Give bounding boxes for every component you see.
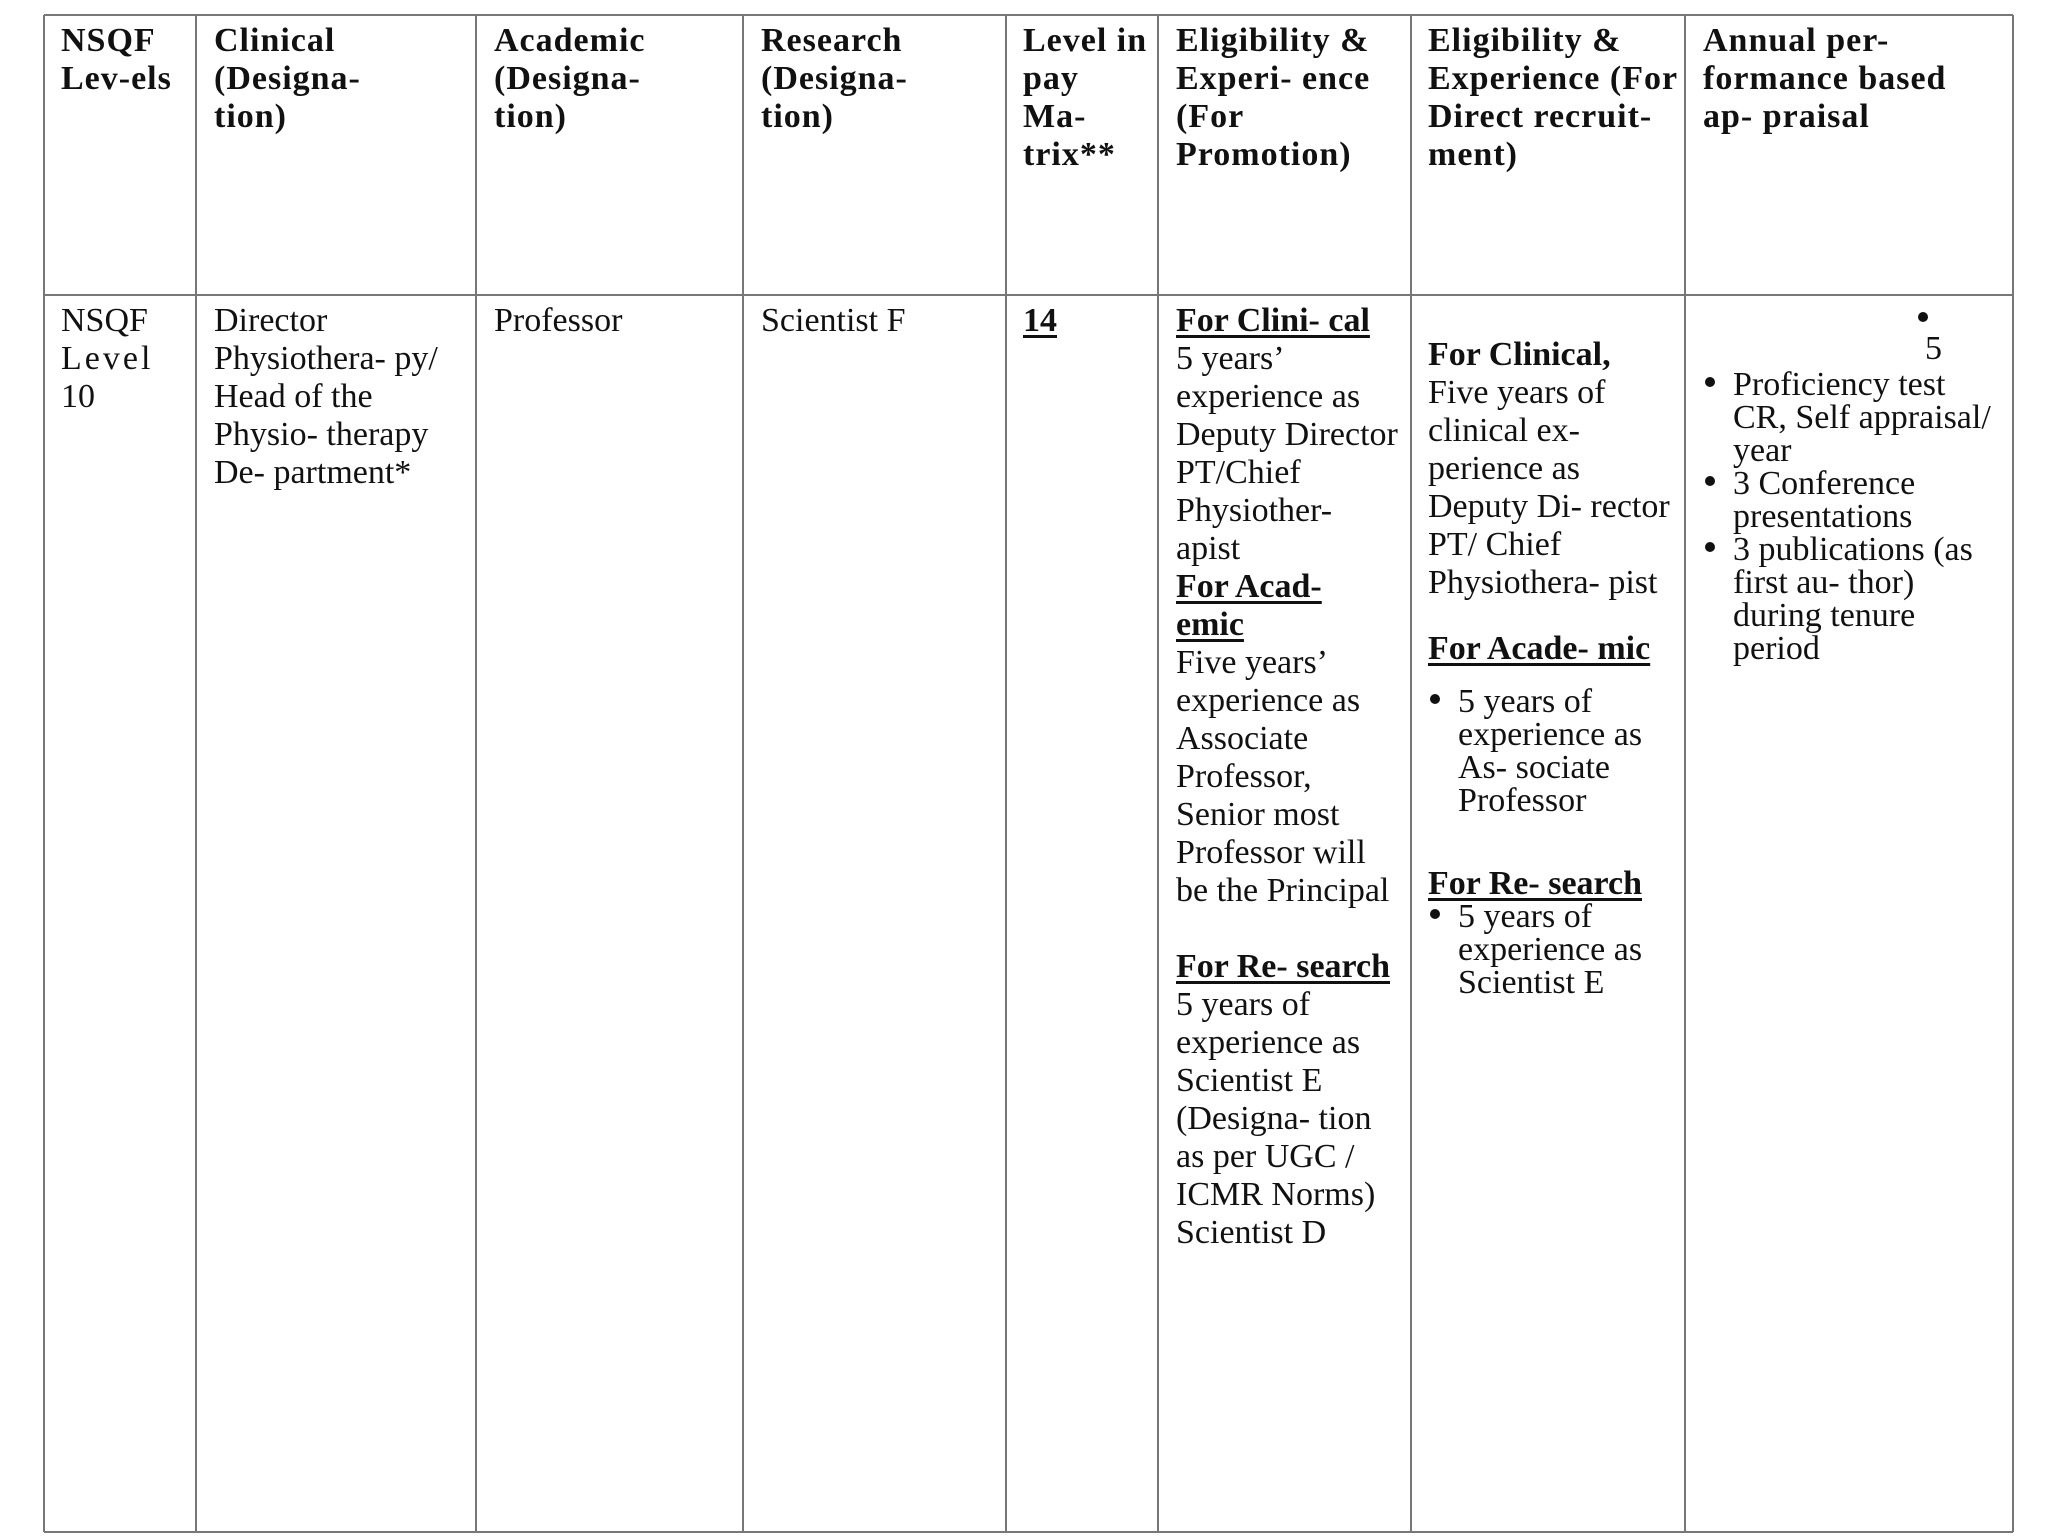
promotion-clinical-label: For Clini- cal (1176, 302, 1370, 339)
header-clinical: Clinical (Designa- tion) (214, 22, 361, 135)
cell-clinical-designation: Director Physiothera- py/ Head of the Physio- therapy De- partment* (214, 302, 438, 491)
cell-research-designation: Scientist F (761, 302, 906, 339)
header-nsqf-levels: NSQF Lev-els (61, 22, 172, 97)
header-eligibility-promotion: Eligibility & Experi- ence (For Promotion) (1176, 22, 1371, 173)
list-item: 5 years of experience as Scientist E (1428, 900, 1678, 999)
direct-research-label: For Re- search (1428, 865, 1643, 902)
promotion-research-text: 5 years of experience as Scientist E (Designa- tion as per UGC / ICMR Norms) Scientist D (1176, 986, 1376, 1251)
list-item: Proficiency test CR, Self appraisal/ year (1703, 368, 2003, 467)
appraisal-list (1703, 368, 2003, 665)
appraisal-count-item: 5 (1703, 302, 2003, 368)
header-academic: Academic (Designa- tion) (494, 22, 646, 135)
direct-academic-list (1428, 685, 1678, 817)
promotion-clinical-text: 5 years’ experience as Deputy Director PT/Chief Physiother- apist (1176, 340, 1398, 567)
direct-academic-label: For Acade- mic (1428, 630, 1651, 667)
list-item: 5 years of experience as As- sociate Professor (1428, 685, 1678, 817)
cell-annual-appraisal (1703, 302, 2003, 665)
header-eligibility-direct: Eligibility & Experience (For Direct recruit- ment) (1428, 22, 1678, 173)
direct-research-list (1428, 900, 1678, 999)
cell-nsqf-level: NSQF Level 10 (61, 302, 154, 415)
direct-clinical-label: For Clinical, (1428, 336, 1611, 373)
cell-direct-eligibility (1428, 336, 1678, 999)
direct-clinical-text: Five years of clinical ex- perience as Deputy Di- rector PT/ Chief Physiothera- pist (1428, 374, 1670, 601)
header-annual-appraisal: Annual per- formance based ap- praisal (1703, 22, 1947, 135)
header-research: Research (Designa- tion) (761, 22, 908, 135)
promotion-research-label: For Re- search (1176, 948, 1391, 985)
bullet-dot (1918, 312, 1928, 322)
cell-promotion-eligibility (1176, 302, 1398, 1252)
header-pay-level: Level in pay Ma- trix** (1023, 22, 1148, 173)
list-item: 3 publications (as first au- thor) during tenure period (1703, 533, 2003, 665)
promotion-academic-text: Five years’ experience as Associate Professor, Senior most Professor will be the Principal (1176, 644, 1390, 909)
promotion-academic-label: For Acad- emic (1176, 568, 1322, 643)
list-item: 3 Conference presentations (1703, 467, 2003, 533)
cell-academic-designation: Professor (494, 302, 623, 339)
cell-pay-level: 14 (1023, 302, 1057, 339)
